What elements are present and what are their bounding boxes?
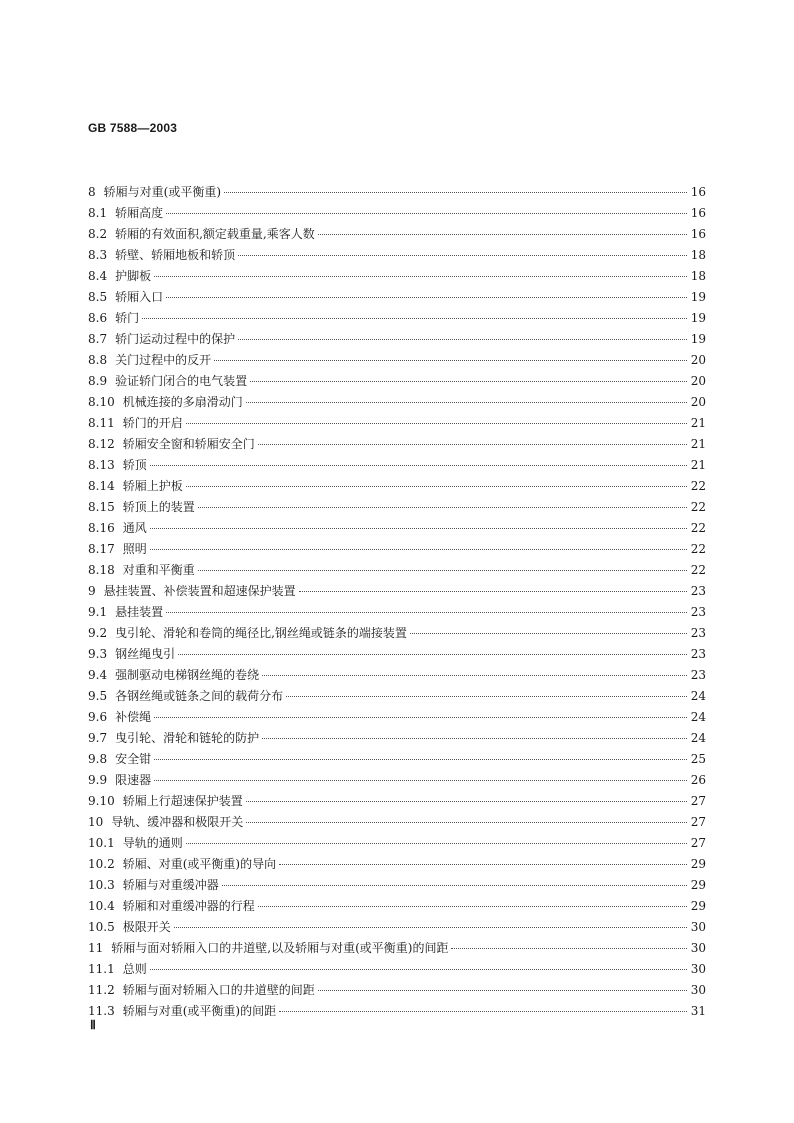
toc-leader-dots xyxy=(186,486,687,487)
toc-leader-dots xyxy=(246,801,687,802)
toc-entry-title: 轿厢的有效面积,额定载重量,乘客人数 xyxy=(115,227,315,241)
toc-leader-dots xyxy=(246,402,687,403)
toc-entry[interactable] xyxy=(88,833,706,854)
toc-entry[interactable] xyxy=(88,476,706,497)
toc-entry-title: 曳引轮、滑轮和链轮的防护 xyxy=(115,731,260,745)
toc-entry[interactable] xyxy=(88,371,706,392)
toc-leader-dots xyxy=(166,213,687,214)
toc-entry[interactable] xyxy=(88,434,706,455)
toc-leader-dots xyxy=(198,507,687,508)
toc-entry-page: 21 xyxy=(690,416,706,430)
toc-entry-number: 10 xyxy=(88,815,104,829)
toc-leader-dots xyxy=(250,381,687,382)
toc-leader-dots xyxy=(410,633,687,634)
toc-entry-title: 曳引轮、滑轮和卷筒的绳径比,钢丝绳或链条的端接装置 xyxy=(115,626,407,640)
toc-entry-number: 10.1 xyxy=(88,836,115,850)
toc-entry-page: 19 xyxy=(690,290,706,304)
toc-entry-title: 通风 xyxy=(122,521,147,535)
toc-entry-number: 11.3 xyxy=(88,1004,115,1018)
toc-entry-page: 27 xyxy=(690,815,706,829)
toc-leader-dots xyxy=(262,738,687,739)
toc-entry-number: 9.5 xyxy=(88,689,108,703)
toc-entry-title: 轿厢与面对轿厢入口的井道壁的间距 xyxy=(122,983,315,997)
toc-entry-number: 10.5 xyxy=(88,920,115,934)
toc-entry-page: 22 xyxy=(690,479,706,493)
toc-entry[interactable] xyxy=(88,644,706,665)
toc-leader-dots xyxy=(154,717,687,718)
toc-entry[interactable] xyxy=(88,560,706,581)
toc-entry-title: 轿厢入口 xyxy=(115,290,164,304)
table-of-contents xyxy=(88,182,706,1022)
toc-entry-title: 限速器 xyxy=(115,773,152,787)
toc-leader-dots xyxy=(166,297,687,298)
toc-entry-number: 8.3 xyxy=(88,248,108,262)
toc-entry-page: 22 xyxy=(690,500,706,514)
toc-leader-dots xyxy=(238,339,687,340)
toc-entry-number: 11.2 xyxy=(88,983,115,997)
toc-entry-title: 对重和平衡重 xyxy=(122,563,195,577)
toc-entry-page: 23 xyxy=(690,584,706,598)
standard-number: GB 7588—2003 xyxy=(88,121,178,135)
toc-leader-dots xyxy=(246,822,687,823)
toc-entry-page: 21 xyxy=(690,458,706,472)
toc-entry-title: 轿厢与对重(或平衡重) xyxy=(103,185,222,199)
toc-entry-title: 关门过程中的反开 xyxy=(115,353,212,367)
toc-entry-title: 轿厢与面对轿厢入口的井道壁,以及轿厢与对重(或平衡重)的间距 xyxy=(111,941,449,955)
toc-entry-title: 轿壁、轿厢地板和轿顶 xyxy=(115,248,236,262)
toc-entry-page: 29 xyxy=(690,899,706,913)
toc-entry-number: 9.1 xyxy=(88,605,108,619)
toc-leader-dots xyxy=(318,990,687,991)
toc-entry-title: 悬挂装置、补偿装置和超速保护装置 xyxy=(103,584,296,598)
toc-entry[interactable] xyxy=(88,413,706,434)
toc-entry[interactable] xyxy=(88,875,706,896)
toc-leader-dots xyxy=(286,696,687,697)
toc-entry-page: 29 xyxy=(690,857,706,871)
toc-leader-dots xyxy=(154,780,687,781)
toc-entry-title: 各钢丝绳或链条之间的载荷分布 xyxy=(115,689,284,703)
toc-entry-title: 极限开关 xyxy=(122,920,171,934)
toc-leader-dots xyxy=(178,654,687,655)
toc-entry[interactable] xyxy=(88,245,706,266)
toc-leader-dots xyxy=(299,591,687,592)
toc-entry-title: 轿厢、对重(或平衡重)的导向 xyxy=(122,857,277,871)
toc-entry-page: 23 xyxy=(690,647,706,661)
toc-entry[interactable] xyxy=(88,917,706,938)
toc-entry-page: 21 xyxy=(690,437,706,451)
toc-entry[interactable] xyxy=(88,812,706,833)
toc-entry[interactable] xyxy=(88,686,706,707)
toc-entry-page: 24 xyxy=(690,689,706,703)
toc-leader-dots xyxy=(258,906,687,907)
toc-entry[interactable] xyxy=(88,539,706,560)
toc-entry[interactable] xyxy=(88,308,706,329)
toc-leader-dots xyxy=(224,192,687,193)
toc-entry-title: 轿门的开启 xyxy=(122,416,183,430)
toc-entry-number: 9.2 xyxy=(88,626,108,640)
toc-entry-number: 8.1 xyxy=(88,206,108,220)
toc-entry[interactable] xyxy=(88,581,706,602)
toc-entry-title: 安全钳 xyxy=(115,752,152,766)
toc-entry[interactable] xyxy=(88,980,706,1001)
toc-entry[interactable] xyxy=(88,224,706,245)
toc-leader-dots xyxy=(142,318,687,319)
toc-entry-page: 16 xyxy=(690,185,706,199)
page-number: Ⅱ xyxy=(90,1018,96,1032)
toc-entry[interactable] xyxy=(88,329,706,350)
toc-entry-title: 轿厢与对重(或平衡重)的间距 xyxy=(122,1004,277,1018)
toc-entry-page: 30 xyxy=(690,962,706,976)
toc-entry-number: 9.7 xyxy=(88,731,108,745)
toc-entry-number: 8.7 xyxy=(88,332,108,346)
toc-entry-number: 9 xyxy=(88,584,96,598)
toc-entry-page: 24 xyxy=(690,710,706,724)
toc-entry-title: 强制驱动电梯钢丝绳的卷绕 xyxy=(115,668,260,682)
toc-entry-number: 8.9 xyxy=(88,374,108,388)
toc-entry[interactable] xyxy=(88,770,706,791)
toc-entry-page: 20 xyxy=(690,374,706,388)
toc-leader-dots xyxy=(451,948,687,949)
toc-leader-dots xyxy=(279,1011,687,1012)
toc-entry-page: 23 xyxy=(690,668,706,682)
toc-entry[interactable] xyxy=(88,791,706,812)
toc-leader-dots xyxy=(150,969,687,970)
toc-entry-page: 30 xyxy=(690,920,706,934)
toc-entry[interactable] xyxy=(88,707,706,728)
toc-entry-page: 20 xyxy=(690,395,706,409)
toc-entry-number: 8.16 xyxy=(88,521,115,535)
toc-entry[interactable] xyxy=(88,938,706,959)
toc-entry-title: 悬挂装置 xyxy=(115,605,164,619)
toc-entry-number: 8.14 xyxy=(88,479,115,493)
toc-entry-number: 9.8 xyxy=(88,752,108,766)
toc-entry-number: 8.18 xyxy=(88,563,115,577)
toc-entry-title: 轿门 xyxy=(115,311,140,325)
toc-entry-number: 8.11 xyxy=(88,416,115,430)
toc-entry-title: 轿厢与对重缓冲器 xyxy=(122,878,219,892)
toc-entry-page: 25 xyxy=(690,752,706,766)
toc-entry-number: 10.2 xyxy=(88,857,115,871)
toc-leader-dots xyxy=(186,843,687,844)
toc-entry-title: 轿厢上行超速保护装置 xyxy=(122,794,243,808)
toc-leader-dots xyxy=(262,675,687,676)
toc-entry[interactable] xyxy=(88,392,706,413)
toc-entry-title: 照明 xyxy=(122,542,147,556)
toc-entry-title: 轿厢安全窗和轿厢安全门 xyxy=(122,437,255,451)
toc-leader-dots xyxy=(258,444,687,445)
toc-entry-page: 22 xyxy=(690,563,706,577)
toc-entry-number: 8.4 xyxy=(88,269,108,283)
toc-entry-page: 23 xyxy=(690,605,706,619)
toc-leader-dots xyxy=(198,570,687,571)
toc-entry[interactable] xyxy=(88,728,706,749)
toc-entry[interactable] xyxy=(88,203,706,224)
toc-entry-title: 轿厢和对重缓冲器的行程 xyxy=(122,899,255,913)
toc-entry[interactable] xyxy=(88,602,706,623)
toc-entry-title: 导轨的通则 xyxy=(122,836,183,850)
toc-entry-page: 31 xyxy=(690,1004,706,1018)
toc-entry-number: 10.4 xyxy=(88,899,115,913)
toc-entry-page: 23 xyxy=(690,626,706,640)
toc-entry[interactable] xyxy=(88,896,706,917)
toc-entry-title: 轿顶 xyxy=(122,458,147,472)
toc-entry-title: 补偿绳 xyxy=(115,710,152,724)
toc-entry-number: 8.15 xyxy=(88,500,115,514)
toc-entry-page: 27 xyxy=(690,836,706,850)
toc-entry-page: 22 xyxy=(690,542,706,556)
toc-entry-title: 导轨、缓冲器和极限开关 xyxy=(111,815,244,829)
toc-entry-number: 8.5 xyxy=(88,290,108,304)
toc-entry-page: 29 xyxy=(690,878,706,892)
toc-entry[interactable] xyxy=(88,266,706,287)
toc-entry-title: 轿门运动过程中的保护 xyxy=(115,332,236,346)
toc-leader-dots xyxy=(222,885,687,886)
toc-entry[interactable] xyxy=(88,350,706,371)
toc-entry[interactable] xyxy=(88,1001,706,1022)
toc-entry-page: 16 xyxy=(690,227,706,241)
toc-entry[interactable] xyxy=(88,497,706,518)
toc-entry-number: 8.8 xyxy=(88,353,108,367)
toc-leader-dots xyxy=(318,234,687,235)
toc-entry-page: 26 xyxy=(690,773,706,787)
toc-leader-dots xyxy=(150,465,687,466)
toc-entry-title: 轿厢上护板 xyxy=(122,479,183,493)
toc-entry-title: 钢丝绳曳引 xyxy=(115,647,176,661)
toc-entry-page: 24 xyxy=(690,731,706,745)
toc-leader-dots xyxy=(214,360,687,361)
toc-entry[interactable] xyxy=(88,665,706,686)
toc-entry-number: 11 xyxy=(88,941,104,955)
toc-entry-page: 19 xyxy=(690,332,706,346)
toc-entry[interactable] xyxy=(88,854,706,875)
toc-entry-page: 18 xyxy=(690,248,706,262)
toc-leader-dots xyxy=(279,864,687,865)
toc-entry-page: 19 xyxy=(690,311,706,325)
toc-entry-number: 8 xyxy=(88,185,96,199)
toc-entry[interactable] xyxy=(88,623,706,644)
toc-entry-number: 9.9 xyxy=(88,773,108,787)
toc-entry-number: 9.6 xyxy=(88,710,108,724)
toc-entry-number: 8.12 xyxy=(88,437,115,451)
toc-entry-page: 18 xyxy=(690,269,706,283)
toc-entry-title: 轿顶上的装置 xyxy=(122,500,195,514)
toc-leader-dots xyxy=(186,423,687,424)
toc-entry-page: 30 xyxy=(690,941,706,955)
toc-entry[interactable] xyxy=(88,518,706,539)
toc-entry-number: 9.10 xyxy=(88,794,115,808)
toc-entry-title: 护脚板 xyxy=(115,269,152,283)
toc-entry-title: 机械连接的多扇滑动门 xyxy=(122,395,243,409)
toc-entry-title: 总则 xyxy=(122,962,147,976)
toc-entry[interactable] xyxy=(88,959,706,980)
toc-leader-dots xyxy=(154,759,687,760)
toc-leader-dots xyxy=(150,549,687,550)
toc-entry-number: 8.13 xyxy=(88,458,115,472)
toc-entry-page: 16 xyxy=(690,206,706,220)
toc-entry-page: 22 xyxy=(690,521,706,535)
toc-leader-dots xyxy=(174,927,687,928)
toc-leader-dots xyxy=(150,528,687,529)
toc-entry-number: 11.1 xyxy=(88,962,115,976)
toc-entry-title: 轿厢高度 xyxy=(115,206,164,220)
toc-entry-title: 验证轿门闭合的电气装置 xyxy=(115,374,248,388)
toc-leader-dots xyxy=(166,612,687,613)
toc-entry-number: 8.17 xyxy=(88,542,115,556)
toc-entry[interactable] xyxy=(88,182,706,203)
toc-entry-number: 8.2 xyxy=(88,227,108,241)
toc-entry-number: 9.4 xyxy=(88,668,108,682)
toc-entry[interactable] xyxy=(88,749,706,770)
toc-entry-number: 8.10 xyxy=(88,395,115,409)
toc-entry-number: 8.6 xyxy=(88,311,108,325)
toc-entry-number: 10.3 xyxy=(88,878,115,892)
toc-leader-dots xyxy=(154,276,687,277)
toc-entry[interactable] xyxy=(88,287,706,308)
toc-entry-page: 27 xyxy=(690,794,706,808)
toc-entry-number: 9.3 xyxy=(88,647,108,661)
toc-leader-dots xyxy=(238,255,687,256)
toc-entry-page: 30 xyxy=(690,983,706,997)
toc-entry-page: 20 xyxy=(690,353,706,367)
toc-entry[interactable] xyxy=(88,455,706,476)
